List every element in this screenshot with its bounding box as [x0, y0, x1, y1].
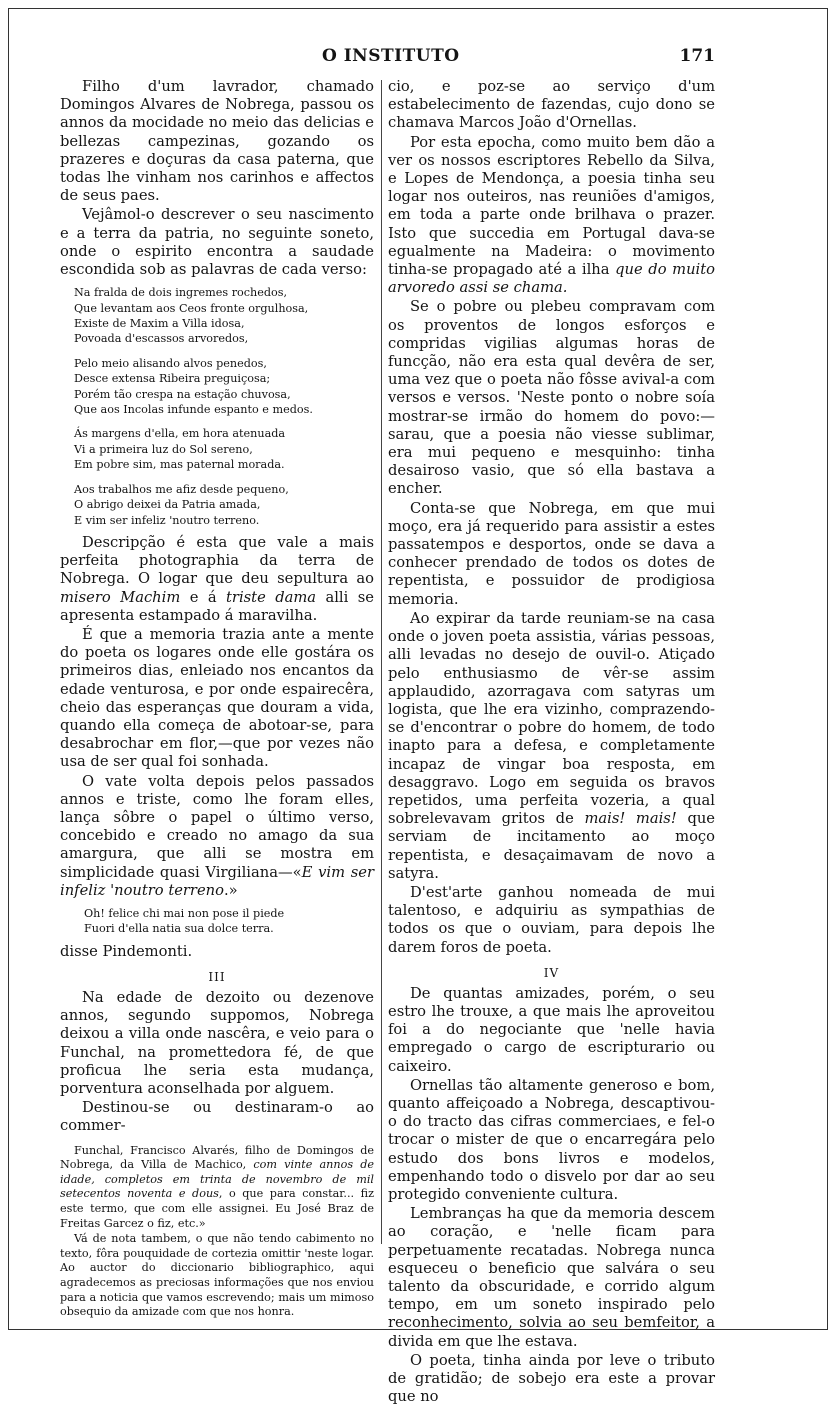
section-heading-iv: IV: [543, 965, 560, 980]
text-run: O vate volta depois pelos passados annos e triste, como lhe foram elles, lança sôbre o papel o último verso, concebido e creado no amago da sua amargura, que alli se mostra em simplicidade quasi Virgiliana—«: [60, 772, 374, 881]
right-column: [388, 78, 715, 1406]
paragraph: O poeta, tinha ainda por leve o tributo de gratidão; de sobejo era este a provar que no: [388, 1351, 715, 1406]
text-run: Por esta epocha, como muito bem dão a ver os nossos escriptores Rebello da Silva, e Lopes de Mendonça, a poesia tinha seu logar nos outeiros, nas reuniões d'amigos, em toda a parte onde brilhava o prazer. Isto que succedia em Portugal dava-se egualmente na Madeira: o movimento tinha-se propagado até a ilha: [388, 133, 715, 279]
emphasis: misero Machim: [60, 588, 181, 606]
paragraph: Se o pobre ou plebeu compravam com os proventos de longos esforços e compridas vigilias algumas horas de funcção, não era esta qual devêra de ser, uma vez que o poeta não fôsse avival-a com versos e versos. 'Neste ponto o nobre soía mostrar-se irmão do homem do povo:—sarau, que a poesia não viesse sublimar, era mui pequeno e mesquinho: tinha desairoso vasio, que só ella bastava a encher.: [388, 298, 715, 498]
verse: Pelo meio alisando alvos penedos,: [74, 356, 267, 370]
emphasis: triste dama: [226, 588, 317, 606]
emphasis: que do muito arvoredo assi se chama.: [388, 261, 715, 297]
paragraph: [388, 610, 715, 883]
verse: Vi a primeira luz do Sol sereno,: [74, 442, 253, 456]
page-header: [0, 44, 837, 74]
paragraph: disse Pindemonti.: [60, 942, 193, 960]
stanza: [74, 426, 374, 472]
paragraph: D'est'arte ganhou nomeada de mui talentoso, e adquiriu as sympathias de todos os que o ouviam, para depois lhe darem foros de poeta.: [388, 883, 715, 956]
verse: Povoada d'escassos arvoredos,: [74, 332, 249, 346]
left-column: [60, 78, 374, 1320]
paragraph: Filho d'um lavrador, chamado Domingos Alvares de Nobrega, passou os annos da mocidade no meio das delicias e bellezas campezinas, gozando os prazeres e doçuras da casa paterna, que todas lhe vinham nos carinhos e affectos de seus paes.: [60, 78, 374, 205]
verse: E vim ser infeliz 'noutro terreno.: [74, 513, 260, 527]
verse: Existe de Maxim a Villa idosa,: [74, 317, 245, 331]
verse: Na fralda de dois ingremes rochedos,: [74, 286, 288, 300]
running-title: O INSTITUTO: [322, 46, 460, 66]
footnotes: [60, 1144, 374, 1320]
section-heading-iii: III: [208, 970, 226, 984]
verse: O abrigo deixei da Patria amada,: [74, 498, 261, 512]
verse: Em pobre sim, mas paternal morada.: [74, 458, 285, 472]
text-run: Ao expirar da tarde reuniam-se na casa onde o joven poeta assistia, várias pessoas, alli levadas no desejo de ouvil-o. Atiçado pelo enthusiasmo de vêr-se assim applaudido, azorragava com satyras um logista, que lhe era vizinho, comprazendo-se d'encontrar o pobre do homem, de todo inapto para a defesa, e completamente incapaz de vingar boa resposta, em desaggravo. Logo em seguida os bravos repetidos, uma perfeita vozeria, a qual sobrelevavam gritos de: [388, 609, 715, 828]
text-run: Funchal, Francisco Alvarés, filho de Domingos de Nobrega, da Villa de Machico,: [60, 1143, 374, 1172]
verse: Oh! felice chi mai non pose il piede: [84, 906, 285, 920]
quotation: [84, 906, 374, 937]
verse: Aos trabalhos me afiz desde pequeno,: [74, 482, 289, 496]
paragraph: De quantas amizades, porém, o seu estro lhe trouxe, a que mais lhe aproveitou foi a do negociante que 'nelle havia empregado o cargo de escripturario ou caixeiro.: [388, 984, 715, 1075]
emphasis: mais! mais!: [584, 810, 677, 828]
emphasis: com vinte annos de idade, completos em trinta de novembro de mil setecentos noventa e dous: [60, 1158, 374, 1201]
text-run: e á: [180, 588, 227, 606]
paragraph: [60, 534, 374, 625]
emphasis: E vim ser infeliz 'noutro terreno: [60, 863, 374, 899]
paragraph: cio, e poz-se ao serviço d'um estabelecimento de fazendas, cujo dono se chamava Marcos João d'Ornellas.: [388, 78, 715, 132]
verse: Fuori d'ella natia sua dolce terra.: [84, 922, 274, 936]
footnote: Vá de nota tambem, o que não tendo cabimento no texto, fôra pouquidade de cortezia omittir 'neste logar. Ao auctor do diccionario bibliographico, aqui agradecemos as preciosas informações que nos enviou para a noticia que vamos escrevendo; mais um mimoso obsequio da amizade com que nos honra.: [60, 1232, 374, 1319]
paragraph: Conta-se que Nobrega, em que mui moço, era já requerido para assistir a estes passatempos e desportos, onde se dava a conhecer prendado de todos os dotes de repentista, e possuidor de prodigiosa memoria.: [388, 499, 715, 608]
paragraph: Destinou-se ou destinaram-o ao commer-: [60, 1099, 374, 1135]
verse: Que aos Incolas infunde espanto e medos.: [74, 403, 313, 417]
text-run: que serviam de incitamento ao moço repentista, e desaçaimavam de novo a satyra.: [388, 810, 715, 882]
verse: Que levantam aos Ceos fronte orgulhosa,: [74, 301, 309, 315]
stanza: [74, 482, 374, 528]
paragraph: Vejâmol-o descrever o seu nascimento e a terra da patria, no seguinte soneto, onde o espirito encontra a saudade escondida sob as palavras de cada verso:: [60, 206, 374, 279]
verse: Desce extensa Ribeira preguiçosa;: [74, 372, 271, 386]
text-run: .»: [223, 881, 238, 899]
stanza: [74, 356, 374, 418]
column-divider: [381, 80, 382, 1244]
text-run: , o que para constar... fiz este termo, que com elle assignei. Eu José Braz de Freitas Garcez o fiz, etc.»: [60, 1187, 374, 1230]
text-run: alli se apresenta estampado á maravilha.: [60, 588, 374, 624]
paragraph: Ornellas tão altamente generoso e bom, quanto affeiçoado a Nobrega, descaptivou-o do tracto das cifras commerciaes, e fel-o trocar o mister de que o encarregára pelo estudo dos bons livros e modelos, empenhando todo o disvelo por dar ao seu protegido conveniente cultura.: [388, 1076, 715, 1203]
verse: Ás margens d'ella, em hora atenuada: [74, 427, 286, 441]
page-number: 171: [679, 46, 715, 66]
sonnet: [74, 285, 374, 528]
paragraph: Na edade de dezoito ou dezenove annos, segundo suppomos, Nobrega deixou a villa onde nascêra, e veio para o Funchal, na promettedora fé, de que proficua lhe seria esta mudança, porventura aconselhada por alguem.: [60, 989, 374, 1098]
paragraph: [60, 773, 374, 900]
text-run: Descripção é esta que vale a mais perfeita photographia da terra de Nobrega. O logar que deu sepultura ao: [60, 533, 374, 588]
paragraph: É que a memoria trazia ante a mente do poeta os logares onde elle gostára os primeiros dias, enleiado nos encantos da edade venturosa, e por onde espairecêra, cheio das esperanças que douram a vida, quando ella começa de abotoar-se, para desabrochar em flor,—que por vezes não usa de ser qual foi sonhada.: [60, 625, 374, 771]
verse: Porém tão crespa na estação chuvosa,: [74, 387, 291, 401]
footnote: [60, 1144, 374, 1232]
stanza: [74, 285, 374, 347]
paragraph: Lembranças ha que da memoria descem ao coração, e 'nelle ficam para perpetuamente recatadas. Nobrega nunca esqueceu o beneficio que salvára o seu talento da obscuridade, e corrido algum tempo, em um soneto inspirado pelo reconhecimento, solvia ao seu bemfeitor, a divida em que lhe estava.: [388, 1205, 715, 1350]
paragraph: [388, 134, 715, 298]
